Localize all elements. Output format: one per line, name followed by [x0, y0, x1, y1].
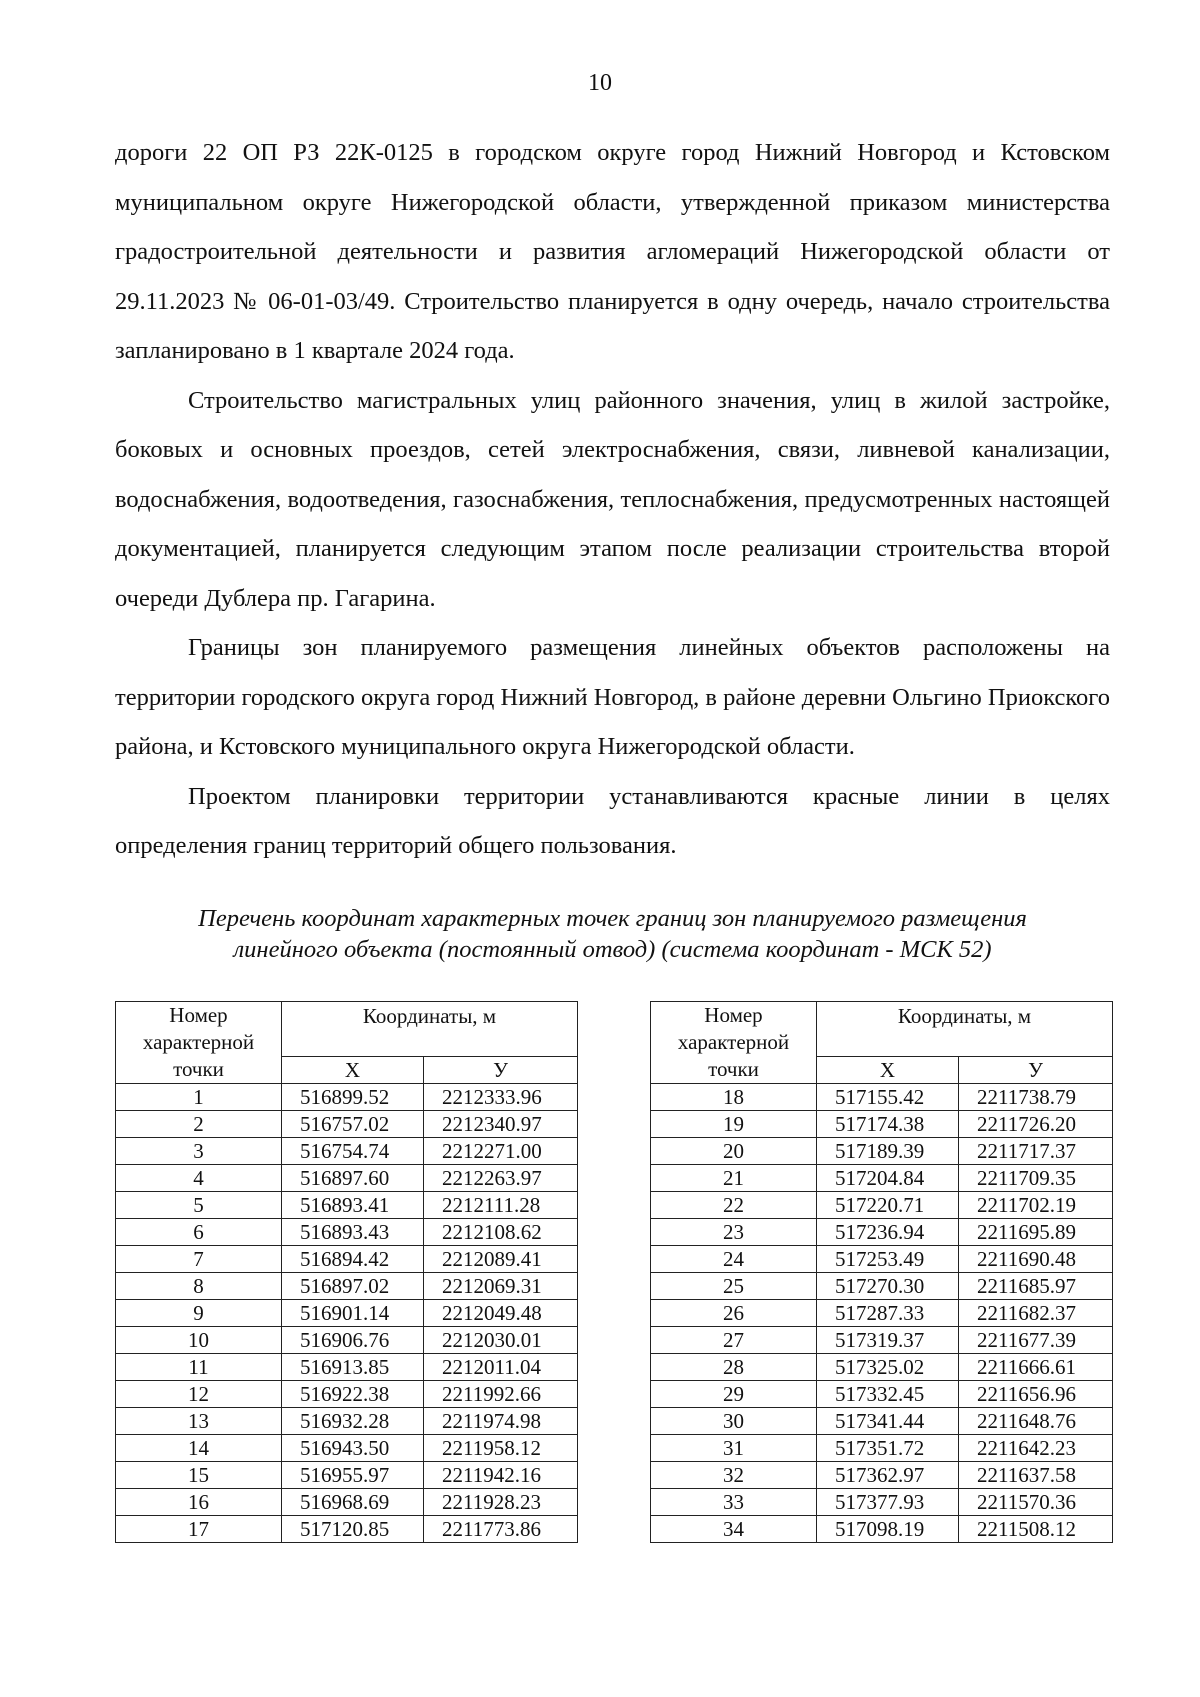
cell-y: 2211726.20 [959, 1111, 1113, 1138]
cell-y: 2211702.19 [959, 1192, 1113, 1219]
page-number: 10 [588, 70, 612, 96]
table-row [651, 1192, 1113, 1219]
cell-y: 2211773.86 [424, 1516, 578, 1543]
cell-point-number: 33 [651, 1489, 817, 1516]
cell-y: 2211974.98 [424, 1408, 578, 1435]
cell-x: 516968.69 [282, 1489, 424, 1516]
cell-point-number: 4 [116, 1165, 282, 1192]
table-caption-line-1: Перечень координат характерных точек границ зон планируемого размещения [198, 905, 1027, 932]
table-row [116, 1354, 578, 1381]
cell-y: 2212030.01 [424, 1327, 578, 1354]
cell-y: 2212111.28 [424, 1192, 578, 1219]
cell-y: 2211642.23 [959, 1435, 1113, 1462]
cell-y: 2212108.62 [424, 1219, 578, 1246]
table-row [116, 1084, 578, 1111]
table-row [651, 1408, 1113, 1435]
cell-x: 516901.14 [282, 1300, 424, 1327]
coordinates-table-right [650, 1001, 1113, 1543]
table-body [651, 1084, 1113, 1543]
table-row [116, 1165, 578, 1192]
cell-y: 2212333.96 [424, 1084, 578, 1111]
header-y: У [424, 1057, 578, 1084]
table-row [651, 1516, 1113, 1543]
cell-point-number: 26 [651, 1300, 817, 1327]
cell-x: 516906.76 [282, 1327, 424, 1354]
table-row [116, 1381, 578, 1408]
cell-x: 516894.42 [282, 1246, 424, 1273]
cell-point-number: 29 [651, 1381, 817, 1408]
cell-y: 2211682.37 [959, 1300, 1113, 1327]
cell-point-number: 14 [116, 1435, 282, 1462]
cell-point-number: 22 [651, 1192, 817, 1219]
table-row [116, 1273, 578, 1300]
cell-x: 517351.72 [817, 1435, 959, 1462]
table-row [651, 1084, 1113, 1111]
cell-x: 516932.28 [282, 1408, 424, 1435]
table-row [116, 1192, 578, 1219]
table-row [651, 1381, 1113, 1408]
cell-x: 517362.97 [817, 1462, 959, 1489]
cell-point-number: 1 [116, 1084, 282, 1111]
cell-x: 516913.85 [282, 1354, 424, 1381]
cell-y: 2211666.61 [959, 1354, 1113, 1381]
table-row [651, 1165, 1113, 1192]
cell-x: 516757.02 [282, 1111, 424, 1138]
table-row [116, 1300, 578, 1327]
cell-x: 517155.42 [817, 1084, 959, 1111]
table-body [116, 1084, 578, 1543]
cell-y: 2211928.23 [424, 1489, 578, 1516]
header-coordinates: Координаты, м [817, 1002, 1113, 1057]
cell-y: 2211709.35 [959, 1165, 1113, 1192]
cell-x: 517174.38 [817, 1111, 959, 1138]
cell-x: 517325.02 [817, 1354, 959, 1381]
cell-x: 517332.45 [817, 1381, 959, 1408]
cell-point-number: 8 [116, 1273, 282, 1300]
paragraph-1: дороги 22 ОП РЗ 22К-0125 в городском округе город Нижний Новгород и Кстовском муниципальном округе Нижегородской области, утвержденной приказом министерства градостроительной деятельности и развития агломераций Нижегородской области от 29.11.2023 № 06-01-03/49. Строительство планируется в одну очередь, начало строительства запланировано в 1 квартале 2024 года. [115, 139, 1110, 364]
cell-point-number: 16 [116, 1489, 282, 1516]
paragraph-3: Границы зон планируемого размещения линейных объектов расположены на территории городского округа город Нижний Новгород, в районе деревни Ольгино Приокского района, и Кстовского муниципального округа Нижегородской области. [115, 634, 1110, 760]
header-coordinates: Координаты, м [282, 1002, 578, 1057]
cell-point-number: 13 [116, 1408, 282, 1435]
table-row [116, 1111, 578, 1138]
cell-point-number: 2 [116, 1111, 282, 1138]
table-row [116, 1327, 578, 1354]
cell-x: 517236.94 [817, 1219, 959, 1246]
paragraph-4: Проектом планировки территории устанавливаются красные линии в целях определения границ территорий общего пользования. [115, 782, 1110, 859]
cell-x: 517377.93 [817, 1489, 959, 1516]
coordinates-table-left [115, 1001, 578, 1543]
cell-point-number: 28 [651, 1354, 817, 1381]
cell-y: 2211942.16 [424, 1462, 578, 1489]
table-row [116, 1489, 578, 1516]
cell-x: 516893.43 [282, 1219, 424, 1246]
cell-y: 2211992.66 [424, 1381, 578, 1408]
cell-point-number: 30 [651, 1408, 817, 1435]
cell-y: 2211656.96 [959, 1381, 1113, 1408]
cell-x: 517253.49 [817, 1246, 959, 1273]
cell-x: 516897.02 [282, 1273, 424, 1300]
cell-point-number: 7 [116, 1246, 282, 1273]
table-row [116, 1435, 578, 1462]
cell-y: 2211637.58 [959, 1462, 1113, 1489]
cell-y: 2212049.48 [424, 1300, 578, 1327]
cell-x: 517098.19 [817, 1516, 959, 1543]
cell-y: 2212069.31 [424, 1273, 578, 1300]
table-row [116, 1246, 578, 1273]
cell-x: 517287.33 [817, 1300, 959, 1327]
cell-y: 2211508.12 [959, 1516, 1113, 1543]
cell-x: 517120.85 [282, 1516, 424, 1543]
cell-point-number: 5 [116, 1192, 282, 1219]
cell-x: 516943.50 [282, 1435, 424, 1462]
cell-point-number: 31 [651, 1435, 817, 1462]
table-row [651, 1246, 1113, 1273]
table-row [651, 1111, 1113, 1138]
cell-y: 2211717.37 [959, 1138, 1113, 1165]
cell-x: 517319.37 [817, 1327, 959, 1354]
cell-point-number: 6 [116, 1219, 282, 1246]
header-point-number: Номер характерной точки [651, 1002, 817, 1084]
cell-y: 2212340.97 [424, 1111, 578, 1138]
table-caption [115, 903, 1110, 965]
cell-point-number: 20 [651, 1138, 817, 1165]
cell-y: 2212089.41 [424, 1246, 578, 1273]
table-row [651, 1354, 1113, 1381]
cell-x: 517204.84 [817, 1165, 959, 1192]
cell-point-number: 10 [116, 1327, 282, 1354]
cell-y: 2211685.97 [959, 1273, 1113, 1300]
paragraph-2: Строительство магистральных улиц районного значения, улиц в жилой застройке, боковых и основных проездов, сетей электроснабжения, связи, ливневой канализации, водоснабжения, водоотведения, газоснабжения, теплоснабжения, предусмотренных настоящей документацией, планируется следующим этапом после реализации строительства второй очереди Дублера пр. Гагарина. [115, 386, 1110, 612]
table-row [116, 1219, 578, 1246]
table-row [651, 1300, 1113, 1327]
cell-x: 516922.38 [282, 1381, 424, 1408]
cell-point-number: 23 [651, 1219, 817, 1246]
cell-y: 2211677.39 [959, 1327, 1113, 1354]
table-row [651, 1489, 1113, 1516]
cell-x: 517220.71 [817, 1192, 959, 1219]
body-text [115, 128, 1110, 871]
cell-x: 516899.52 [282, 1084, 424, 1111]
cell-point-number: 34 [651, 1516, 817, 1543]
cell-point-number: 25 [651, 1273, 817, 1300]
cell-x: 516955.97 [282, 1462, 424, 1489]
cell-x: 517341.44 [817, 1408, 959, 1435]
cell-point-number: 9 [116, 1300, 282, 1327]
table-row [651, 1219, 1113, 1246]
table-caption-line-2: линейного объекта (постоянный отвод) (система координат - МСК 52) [233, 936, 992, 963]
cell-x: 516893.41 [282, 1192, 424, 1219]
cell-point-number: 19 [651, 1111, 817, 1138]
table-row [116, 1408, 578, 1435]
cell-x: 516754.74 [282, 1138, 424, 1165]
cell-point-number: 3 [116, 1138, 282, 1165]
header-y: У [959, 1057, 1113, 1084]
cell-x: 517189.39 [817, 1138, 959, 1165]
table-row [651, 1138, 1113, 1165]
table-row [116, 1138, 578, 1165]
cell-x: 516897.60 [282, 1165, 424, 1192]
cell-y: 2211690.48 [959, 1246, 1113, 1273]
header-x: Х [817, 1057, 959, 1084]
cell-point-number: 27 [651, 1327, 817, 1354]
header-point-number: Номер характерной точки [116, 1002, 282, 1084]
cell-point-number: 21 [651, 1165, 817, 1192]
cell-x: 517270.30 [817, 1273, 959, 1300]
cell-y: 2212263.97 [424, 1165, 578, 1192]
cell-y: 2211958.12 [424, 1435, 578, 1462]
table-row [651, 1435, 1113, 1462]
cell-y: 2212271.00 [424, 1138, 578, 1165]
cell-point-number: 24 [651, 1246, 817, 1273]
cell-y: 2211648.76 [959, 1408, 1113, 1435]
cell-point-number: 17 [116, 1516, 282, 1543]
cell-y: 2211695.89 [959, 1219, 1113, 1246]
cell-point-number: 32 [651, 1462, 817, 1489]
cell-y: 2211570.36 [959, 1489, 1113, 1516]
cell-y: 2212011.04 [424, 1354, 578, 1381]
table-row [116, 1516, 578, 1543]
table-row [651, 1273, 1113, 1300]
cell-point-number: 11 [116, 1354, 282, 1381]
table-row [116, 1462, 578, 1489]
cell-point-number: 18 [651, 1084, 817, 1111]
table-row [651, 1462, 1113, 1489]
header-x: Х [282, 1057, 424, 1084]
cell-point-number: 12 [116, 1381, 282, 1408]
table-row [651, 1327, 1113, 1354]
cell-point-number: 15 [116, 1462, 282, 1489]
cell-y: 2211738.79 [959, 1084, 1113, 1111]
